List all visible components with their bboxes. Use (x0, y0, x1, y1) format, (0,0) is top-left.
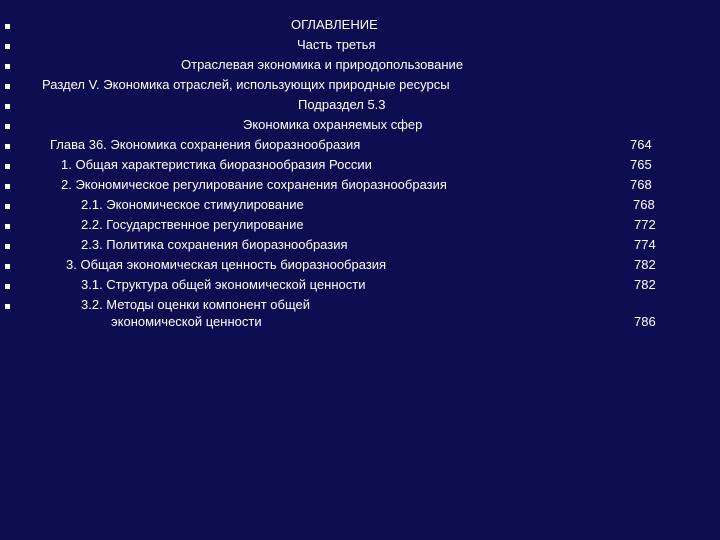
toc-entry-label: 2.1. Экономическое стимулирование (81, 197, 304, 212)
toc-podrazdel: Подраздел 5.3 (298, 97, 386, 112)
toc-entry-page: 774 (634, 237, 656, 252)
toc-entry-page: 772 (634, 217, 656, 232)
toc-row-title (0, 16, 720, 36)
bullet-marker (5, 204, 10, 209)
toc-entry-label: 2.2. Государственное регулирование (81, 217, 304, 232)
toc-entry-page: 768 (633, 197, 655, 212)
bullet-marker (5, 144, 10, 149)
toc-entry (0, 196, 720, 216)
bullet-marker (5, 24, 10, 29)
toc-entry (0, 236, 720, 256)
bullet-marker (5, 304, 10, 309)
bullet-marker (5, 264, 10, 269)
toc-entry (0, 256, 720, 276)
toc-row-section (0, 56, 720, 76)
toc-entry-label: Глава 36. Экономика сохранения биоразнообразия (50, 137, 361, 152)
toc-part: Часть третья (297, 37, 376, 52)
toc-entry (0, 176, 720, 196)
toc-section-title: Отраслевая экономика и природопользование (181, 57, 464, 72)
toc-entry-page: 786 (634, 314, 656, 329)
toc-entry (0, 276, 720, 296)
toc-row-podrazdel-title (0, 116, 720, 136)
toc-entry-page: 765 (630, 157, 652, 172)
bullet-marker (5, 84, 10, 89)
toc-entry-label: 1. Общая характеристика биоразнообразия России (61, 157, 372, 172)
toc-entry-page: 764 (630, 137, 652, 152)
toc-razdel: Раздел V. Экономика отраслей, использующих природные ресурсы (42, 77, 450, 92)
toc-entry-page: 782 (634, 257, 656, 272)
toc-entry (0, 216, 720, 236)
bullet-marker (5, 284, 10, 289)
bullet-marker (5, 124, 10, 129)
toc-entry-label: 3.1. Структура общей экономической ценности (81, 277, 366, 292)
toc-podrazdel-title: Экономика охраняемых сфер (243, 117, 423, 132)
toc-entry-label: 2.3. Политика сохранения биоразнообразия (81, 237, 348, 252)
toc-entry-page: 782 (634, 277, 656, 292)
bullet-marker (5, 164, 10, 169)
toc-row-part (0, 36, 720, 56)
toc-entry-label: 2. Экономическое регулирование сохранения биоразнообразия (61, 177, 447, 192)
bullet-marker (5, 104, 10, 109)
toc-row-razdel (0, 76, 720, 96)
toc-entry (0, 296, 720, 336)
toc-entry-label: 3. Общая экономическая ценность биоразнообразия (66, 257, 387, 272)
toc-entry (0, 156, 720, 176)
bullet-marker (5, 224, 10, 229)
toc-row-podrazdel (0, 96, 720, 116)
toc-entry-label-continuation: экономической ценности (111, 314, 262, 329)
toc-entry-page: 768 (630, 177, 652, 192)
toc-entry (0, 136, 720, 156)
bullet-marker (5, 244, 10, 249)
bullet-marker (5, 64, 10, 69)
bullet-marker (5, 44, 10, 49)
toc-title: ОГЛАВЛЕНИЕ (291, 17, 378, 32)
bullet-marker (5, 184, 10, 189)
toc-entry-label: 3.2. Методы оценки компонент общей (81, 297, 311, 312)
